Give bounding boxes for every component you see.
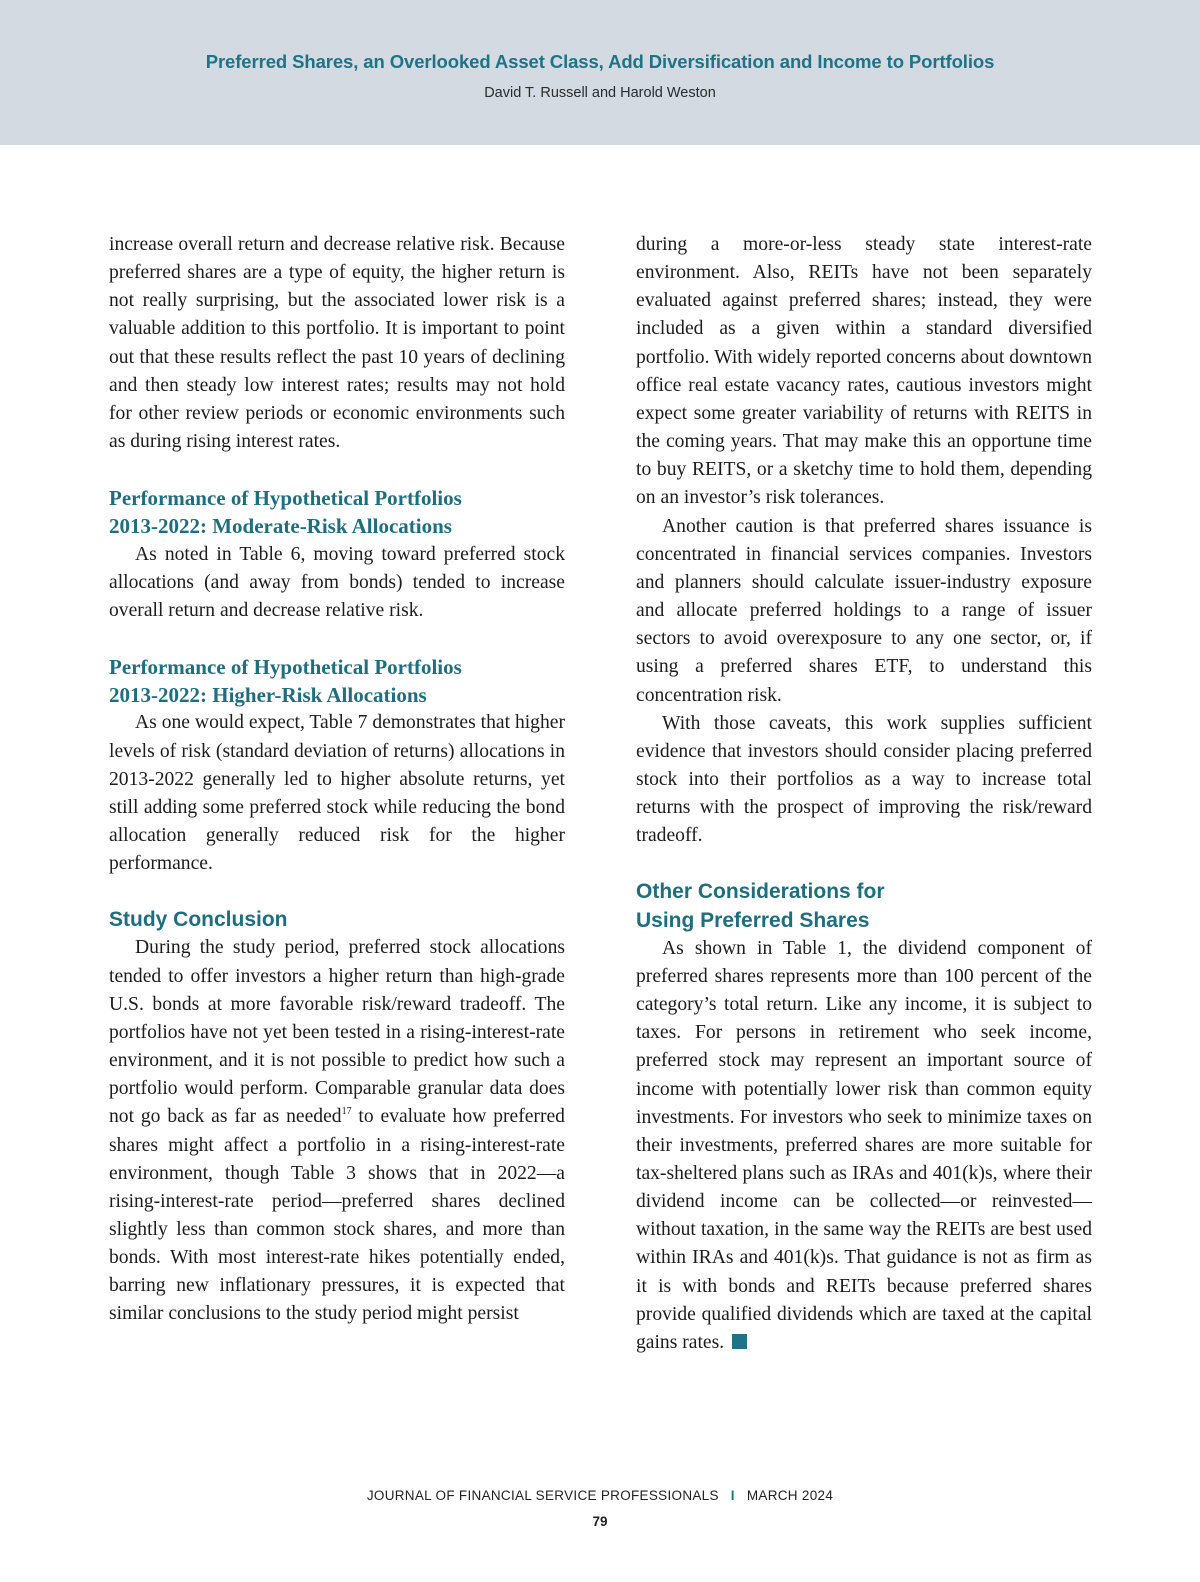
- paragraph-caution: Another caution is that preferred shares issuance is concentrated in financial services companies. Investors and planners should calculate issuer-industry exposure and allocate preferred holdings to a range of issuer sectors to avoid overexposure to any one sector, or, if using a preferred shares ETF, to understand this concentration risk.: [636, 515, 1092, 706]
- spacer: [109, 456, 565, 484]
- paragraph-continued: during a more-or-less steady state interest-rate environment. Also, REITs have not been separately evaluated against preferred shares; instead, they were included as a given within a standard diversified portfolio. With widely reported concerns about downtown office real estate vacancy rates, cautious investors might expect some greater variability of returns with REITS in the coming years. That may make this an opportune time to buy REITS, or a sketchy time to hold them, depending on an investor’s risk tolerances.: [636, 234, 1092, 509]
- paragraph-conclusion: [109, 934, 565, 1328]
- page-footer: [0, 1488, 1200, 1503]
- spacer: [636, 850, 1092, 878]
- left-column: [109, 231, 565, 1329]
- paragraph-higher: As one would expect, Table 7 demonstrates that higher levels of risk (standard deviation of returns) allocations in 2013-2022 generally led to higher absolute returns, yet still adding some preferred stock while reducing the bond allocation generally reduced risk for the higher performance.: [109, 712, 565, 875]
- heading-higher-line2: 2013-2022: Higher-Risk Allocations: [109, 683, 427, 708]
- end-of-article-square-icon: [732, 1334, 747, 1349]
- article-authors: David T. Russell and Harold Weston: [484, 85, 716, 101]
- journal-name: JOURNAL OF FINANCIAL SERVICE PROFESSIONALS: [366, 1488, 719, 1503]
- heading-higher-line1: Performance of Hypothetical Portfolios: [109, 655, 462, 680]
- paragraph-caveats: With those caveats, this work supplies sufficient evidence that investors should consider placing preferred stock into their portfolios as a way to increase total returns with the prospect of improving the risk/reward tradeoff.: [636, 712, 1092, 847]
- spacer: [109, 878, 565, 906]
- footer-separator: I: [730, 1488, 735, 1503]
- article-title: Preferred Shares, an Overlooked Asset Class, Add Diversification and Income to Portfolios: [205, 51, 995, 72]
- footnote-reference[interactable]: 17: [341, 1106, 352, 1118]
- heading-moderate-risk: [109, 484, 565, 540]
- heading-other-line1: Other Considerations for: [636, 880, 885, 904]
- right-column: [636, 231, 1092, 1357]
- paragraph-other: [636, 935, 1092, 1357]
- heading-moderate-line2: 2013-2022: Moderate-Risk Allocations: [109, 514, 452, 539]
- heading-higher-risk: [109, 653, 565, 709]
- heading-study-conclusion: Study Conclusion: [109, 908, 288, 932]
- issue-date: MARCH 2024: [746, 1488, 834, 1503]
- paragraph-moderate: As noted in Table 6, moving toward preferred stock allocations (and away from bonds) tended to increase overall return and decrease relative risk.: [109, 543, 565, 621]
- paragraph-intro: increase overall return and decrease relative risk. Because preferred shares are a type of equity, the higher return is not really surprising, but the associated lower risk is a valuable addition to this portfolio. It is important to point out that these results reflect the past 10 years of declining and then steady low interest rates; results may not hold for other review periods or economic environments such as during rising interest rates.: [109, 234, 565, 453]
- heading-other-considerations: [636, 878, 1092, 934]
- spacer: [109, 625, 565, 653]
- header-banner: [0, 0, 1200, 145]
- heading-moderate-line1: Performance of Hypothetical Portfolios: [109, 486, 462, 511]
- other-text: As shown in Table 1, the dividend component of preferred shares represents more than 100 percent of the category’s total return. Like any income, it is subject to taxes. For persons in retirement who seek income, preferred stock may represent an important source of income with potentially lower risk than common equity investments. For investors who seek to minimize taxes on their investments, preferred shares are more suitable for tax-sheltered plans such as IRAs and 401(k)s, where their dividend income can be collected—or reinvested—without taxation, in the same way the REITs are best used within IRAs and 401(k)s. That guidance is not as firm as it is with bonds and REITs because preferred shares provide qualified dividends which are taxed at the capital gains rates.: [636, 937, 1092, 1353]
- page-number: 79: [592, 1514, 608, 1529]
- heading-other-line2: Using Preferred Shares: [636, 908, 870, 932]
- conclusion-text-a: During the study period, preferred stock allocations tended to offer investors a higher return than high-grade U.S. bonds at more favorable risk/reward tradeoff. The portfolios have not yet been tested in a rising-interest-rate environment, and it is not possible to predict how such a portfolio would perform. Comparable granular data does not go back as far as needed: [109, 937, 565, 1128]
- conclusion-text-b: to evaluate how preferred shares might affect a portfolio in a rising-interest-rate environment, though Table 3 shows that in 2022—a rising-interest-rate period—preferred shares declined slightly less than common stock shares, and more than bonds. With most interest-rate hikes potentially ended, barring new inflationary pressures, it is expected that similar conclusions to the study period might persist: [109, 1106, 565, 1325]
